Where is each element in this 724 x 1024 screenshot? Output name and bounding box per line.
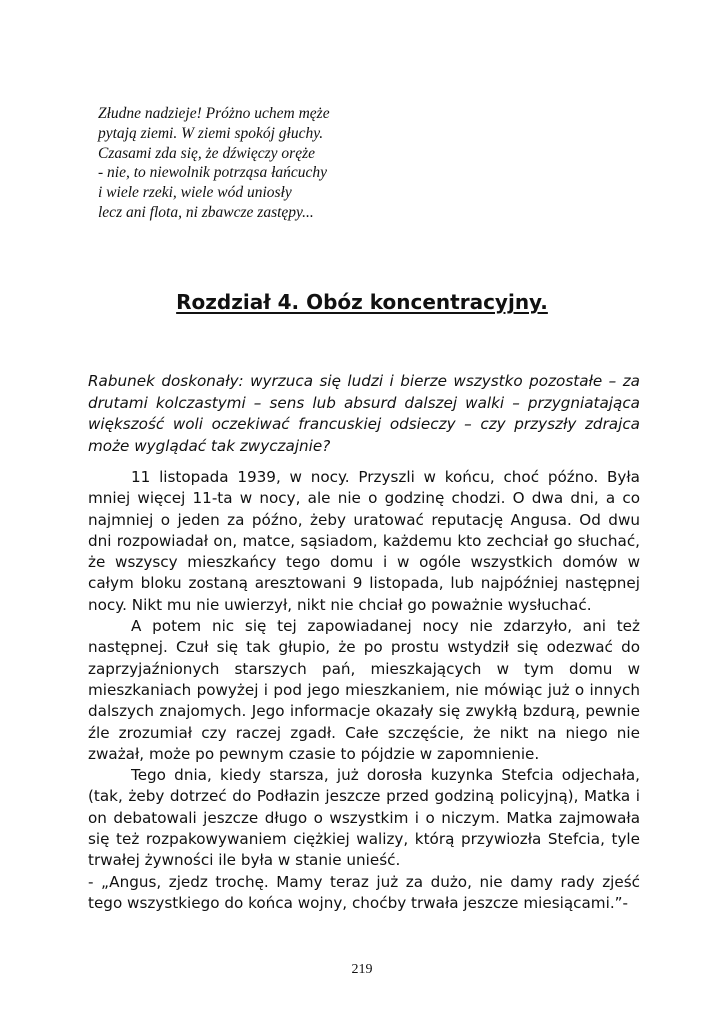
poem-epigraph [98,104,458,223]
poem-line: Czasami zda się, że dźwięczy oręże [98,144,315,162]
paragraph: A potem nic się tej zapowiadanej nocy nie zdarzyło, ani też następnej. Czuł się tak głupio, że po prostu wstydził się odezwać do zaprzyjaźnionych starszych pań, mieszkających w tym domu w mieszkaniach powyżej i pod jego mieszkaniem, nie mówiąc już o innych dalszych znajomych. Jego informacje okazały się zwykłą bzdurą, pewnie źle zrozumiał czy raczej zgadł. Całe szczęście, że nikt na niego nie zważał, może po pewnym czasie to pójdzie w zapomnienie. [88,617,640,763]
body-text [88,467,640,914]
page-number: 219 [351,962,373,977]
dialogue-paragraph: - „Angus, zjedz trochę. Mamy teraz już za dużo, nie damy rady zjeść tego wszystkiego do końca wojny, choćby trwała jeszcze miesiącami.”- [88,872,640,912]
poem-line: i wiele rzeki, wiele wód uniosły [98,184,292,202]
paragraph: 11 listopada 1939, w nocy. Przyszli w końcu, choć późno. Była mniej więcej 11-ta w nocy, ale nie o godzinę chodzi. O dwa dni, a co najmniej o jeden za późno, żeby uratować reputację Angusa. Od dwu dni rozpowiadał on, matce, sąsiadom, każdemu kto zechciał go słuchać, że wszyscy mieszkańcy tego domu i w ogóle wszystkich domów w całym bloku zostaną aresztowani 9 listopada, lub najpóźniej następnej nocy. Nikt mu nie uwierzył, nikt nie chciał go poważnie wysłuchać. [88,468,640,614]
paragraph: Tego dnia, kiedy starsza, już dorosła kuzynka Stefcia odjechała, (tak, żeby dotrzeć do Podłazin jeszcze przed godziną policyjną), Matka i on debatowali jeszcze długo o wszystkim i o niczym. Matka zajmowała się też rozpakowywaniem ciężkiej walizy, którą przywiozła Stefcia, tyle trwałej żywności ile była w stanie unieść. [88,766,640,870]
chapter-summary: Rabunek doskonały: wyrzuca się ludzi i bierze wszystko pozostałe – za drutami kolczastymi – sens lub absurd dalszej walki – przygniatająca większość woli oczekiwać francuskiej odsieczy – czy przyszły zdrajca może wyglądać tak zwyczajnie? [88,372,640,455]
poem-line: - nie, to niewolnik potrząsa łańcuchy [98,164,328,182]
poem-line: pytają ziemi. W ziemi spokój głuchy. [98,124,324,142]
chapter-title: Rozdział 4. Obóz koncentracyjny. [176,290,548,314]
poem-line: Złudne nadzieje! Próżno uchem męże [98,105,330,122]
poem-line: lecz ani flota, ni zbawcze zastępy... [98,203,314,221]
